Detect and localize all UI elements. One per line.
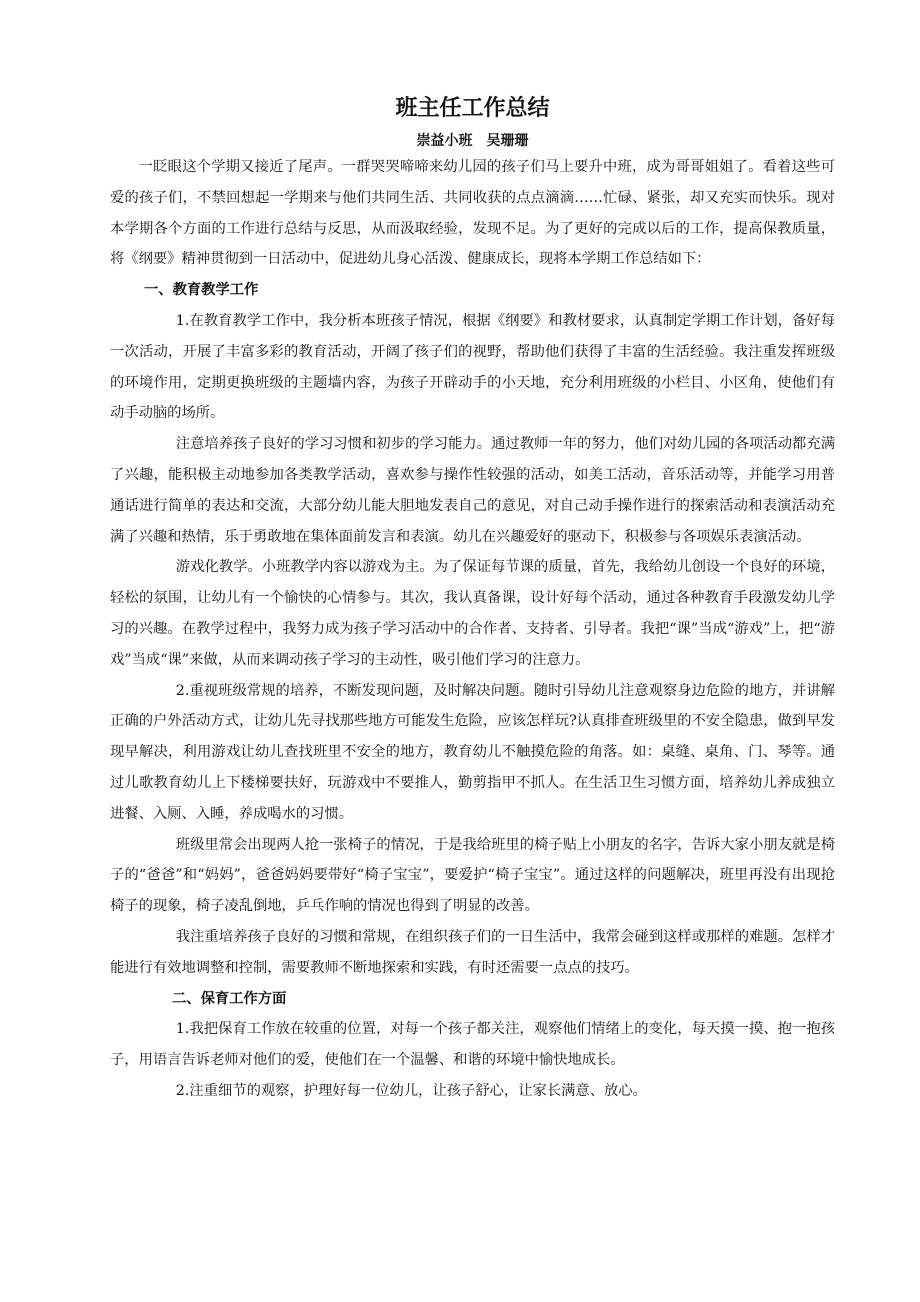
author-name: 吴珊珊 bbox=[486, 133, 529, 149]
intro-paragraph: 一眨眼这个学期又接近了尾声。一群哭哭啼啼来幼儿园的孩子们马上要升中班，成为哥哥姐姐了。看着这些可爱的孩子们，不禁回想起一学期来与他们共同生活、共同收获的点点滴滴……忙碌、紧张，却又充实而快乐。现对本学期各个方面的工作进行总结与反思，从而汲取经验，发现不足。为了更好的完成以后的工作，提高保教质量，将《纲要》精神贯彻到一日活动中，促进幼儿身心活泼、健康成长，现将本学期工作总结如下： bbox=[110, 159, 835, 268]
teaching-paragraph-4: 2.重视班级常规的培养，不断发现问题，及时解决问题。随时引导幼儿注意观察身边危险的地方，并讲解正确的户外活动方式，让幼儿先寻找那些地方可能发生危险，应该怎样玩?认真排查班级里的不安全隐患，做到早发现早解决，利用游戏让幼儿查找班里不安全的地方，教育幼儿不触摸危险的角落。如：桌缝、桌角、门、琴等。通过儿歌教育幼儿上下楼梯要扶好，玩游戏中不要推人，勤剪指甲不抓人。在生活卫生习惯方面，培养幼儿养成独立进餐、入厕、入睡，养成喝水的习惯。 bbox=[110, 682, 835, 822]
class-name: 崇益小班 bbox=[416, 133, 473, 149]
section-heading-care: 二、保育工作方面 bbox=[172, 990, 287, 1007]
byline bbox=[110, 130, 835, 152]
care-paragraph-1: 1.我把保育工作放在较重的位置，对每一个孩子都关注，观察他们情绪上的变化，每天摸一摸、抱一抱孩子，用语言告诉老师对他们的爱，使他们在一个温馨、和谐的环境中愉快地成长。 bbox=[110, 1021, 835, 1069]
teaching-paragraph-5: 班级里常会出现两人抢一张椅子的情况，于是我给班里的椅子贴上小朋友的名字，告诉大家小朋友就是椅子的“爸爸”和“妈妈”，爸爸妈妈要带好“椅子宝宝”，要爱护“椅子宝宝”。通过这样的问题解决，班里再没有出现抢椅子的现象，椅子凌乱倒地，乒乓作响的情况也得到了明显的改善。 bbox=[110, 836, 835, 915]
teaching-paragraph-1: 1.在教育教学工作中，我分析本班孩子情况，根据《纲要》和教材要求，认真制定学期工作计划，备好每一次活动，开展了丰富多彩的教育活动，开阔了孩子们的视野，帮助他们获得了丰富的生活经验。我注重发挥班级的环境作用，定期更换班级的主题墙内容，为孩子开辟动手的小天地，充分利用班级的小栏目、小区角，使他们有动手动脑的场所。 bbox=[110, 312, 835, 422]
document-title: 班主任工作总结 bbox=[395, 96, 550, 121]
care-paragraph-2: 2.注重细节的观察，护理好每一位幼儿，让孩子舒心，让家长满意、放心。 bbox=[175, 1082, 647, 1099]
section-heading-teaching: 一、教育教学工作 bbox=[144, 282, 259, 299]
document-page bbox=[110, 92, 835, 1107]
teaching-paragraph-2: 注意培养孩子良好的学习习惯和初步的学习能力。通过教师一年的努力，他们对幼儿园的各项活动都充满了兴趣，能积极主动地参加各类教学活动，喜欢参与操作性较强的活动，如美工活动，音乐活动等，并能学习用普通话进行简单的表达和交流，大部分幼儿能大胆地发表自己的意见，对自己动手操作进行的探索活动和表演活动充满了兴趣和热情，乐于勇敢地在集体面前发言和表演。幼儿在兴趣爱好的驱动下，积极参与各项娱乐表演活动。 bbox=[110, 436, 835, 545]
teaching-paragraph-6: 我注重培养孩子良好的习惯和常规，在组织孩子们的一日生活中，我常会碰到这样或那样的难题。怎样才能进行有效地调整和控制，需要教师不断地探索和实践，有时还需要一点点的技巧。 bbox=[110, 928, 835, 976]
teaching-paragraph-3: 游戏化教学。小班教学内容以游戏为主。为了保证每节课的质量，首先，我给幼儿创设一个良好的环境，轻松的氛围，让幼儿有一个愉快的心情参与。其次，我认真备课，设计好每个活动，通过各种教育手段激发幼儿学习的兴趣。在教学过程中，我努力成为孩子学习活动中的合作者、支持者、引导者。我把“课”当成“游戏”上，把“游戏”当成“课”来做，从而来调动孩子学习的主动性，吸引他们学习的注意力。 bbox=[110, 559, 835, 668]
